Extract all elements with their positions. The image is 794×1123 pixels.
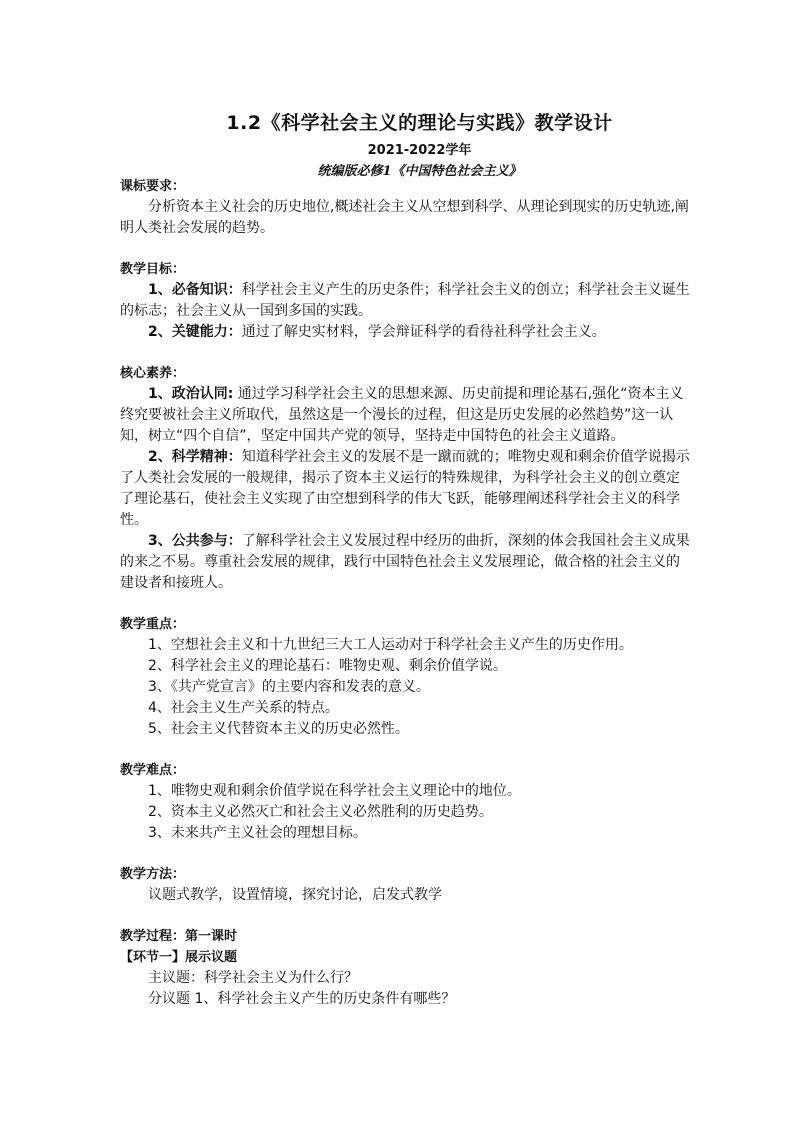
process-section: 【环节一】展示议题 [120, 950, 238, 965]
req-text: 分析资本主义社会的历史地位,概述社会主义从空想到科学、从理论到现实的历史轨迹,阐明人类社会发展的趋势。 [120, 199, 689, 236]
key-item: 4、社会主义生产关系的特点。 [148, 700, 339, 716]
core-heading: 核心素养： [120, 366, 186, 381]
core-item: 2、科学精神：知道科学社会主义的发展不是一蹴而就的；唯物史观和剩余价值学说揭示了人类社会发展的一般规律，揭示了资本主义运行的特殊规律，为科学社会主义的创立奠定了理论基石，使社会主义实现了由空想到科学的伟大飞跃，能够理阐述科学社会主义的科学性。 [120, 449, 690, 528]
difficult-item: 1、唯物史观和剩余价值学说在科学社会主义理论中的地位。 [148, 783, 521, 799]
document-body [120, 176, 692, 1010]
process-line: 分议题 1、科学社会主义产生的历史条件有哪些？ [148, 991, 456, 1007]
core-item: 1、政治认同: 通过学习科学社会主义的思想来源、历史前提和理论基石,强化“资本主义终究要被社会主义所取代，虽然这是一个漫长的过程，但这是历史发展的必然趋势”这一认知，树立“四个自信”，坚定中国共产党的领导，坚持走中国特色的社会主义道路。 [120, 386, 684, 444]
method-text: 议题式教学，设置情境，探究讨论，启发式教学 [148, 887, 442, 903]
key-item: 5、社会主义代替资本主义的历史必然性。 [148, 721, 409, 737]
difficult-item: 2、资本主义必然灭亡和社会主义必然胜利的历史趋势。 [148, 804, 493, 820]
school-year: 2021-2022学年 [367, 143, 472, 158]
document-title: 1.2《科学社会主义的理论与实践》教学设计 [226, 112, 613, 134]
goal-item: 1、必备知识：科学社会主义产生的历史条件；科学社会主义的创立；科学社会主义诞生的标志；社会主义从一国到多国的实践。 [120, 282, 690, 319]
difficult-item: 3、未来共产主义社会的理想目标。 [148, 825, 367, 841]
key-heading: 教学重点： [120, 617, 186, 632]
process-line: 主议题：科学社会主义为什么行？ [148, 970, 358, 986]
process-heading: 教学过程：第一课时 [120, 929, 238, 944]
req-heading: 课标要求： [120, 179, 186, 194]
goals-heading: 教学目标： [120, 262, 186, 277]
key-item: 3、《共产党宣言》的主要内容和发表的意义。 [148, 679, 430, 695]
goal-item: 2、关键能力：通过了解史实材料，学会辩证科学的看待社科学社会主义。 [148, 324, 606, 340]
textbook-name: 统编版必修1《中国特色社会主义》 [317, 164, 522, 179]
key-item: 2、科学社会主义的理论基石：唯物史观、剩余价值学说。 [148, 658, 507, 674]
method-heading: 教学方法： [120, 867, 186, 882]
core-item: 3、公共参与：了解科学社会主义发展过程中经历的曲折，深刻的体会我国社会主义成果的来之不易。尊重社会发展的规律，践行中国特色社会主义发展理论，做合格的社会主义的建设者和接班人。 [120, 533, 690, 591]
difficult-heading: 教学难点： [120, 763, 186, 778]
key-item: 1、空想社会主义和十九世纪三大工人运动对于科学社会主义产生的历史作用。 [148, 637, 633, 653]
